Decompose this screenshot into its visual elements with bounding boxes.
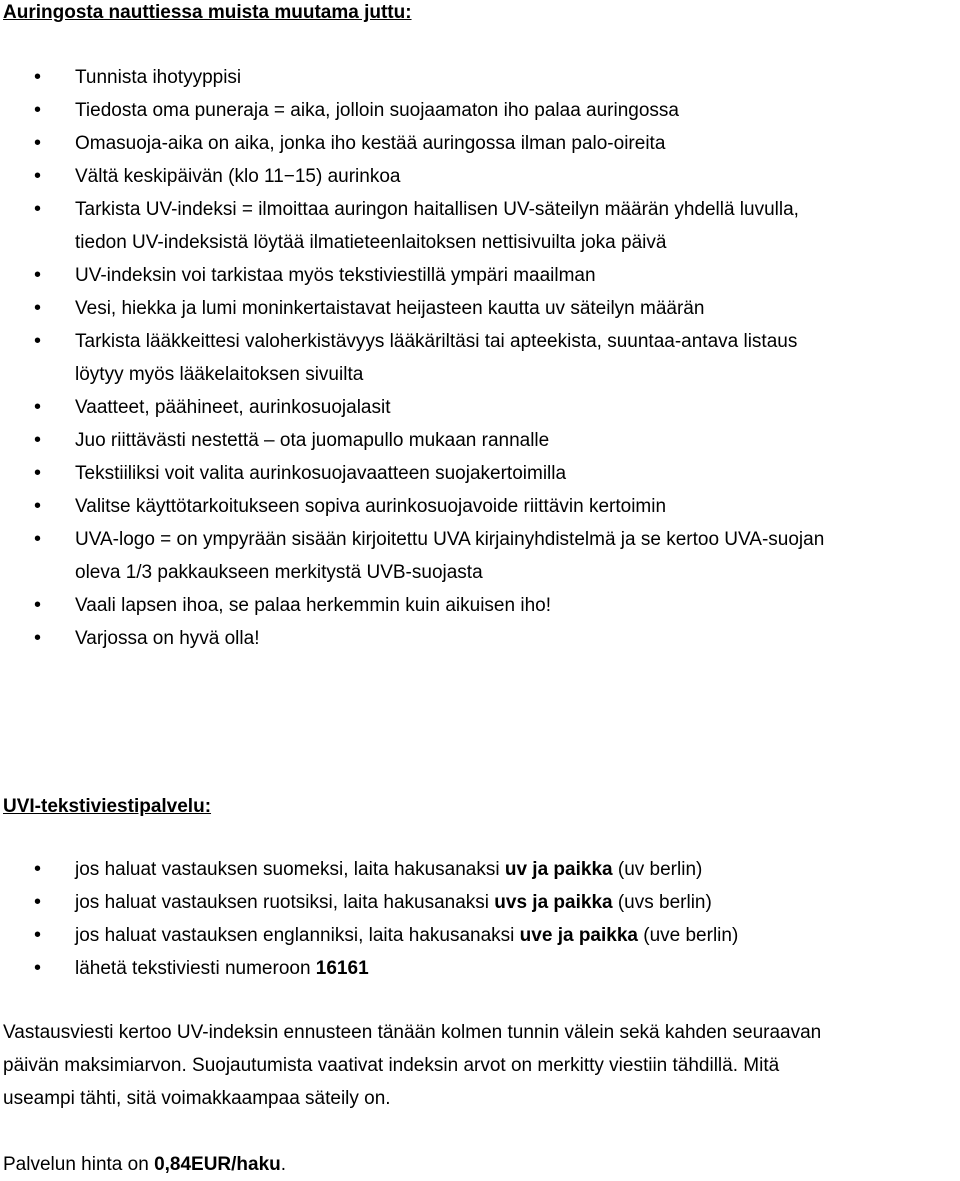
list-item: [0, 424, 960, 457]
list-item: [0, 589, 960, 622]
paragraph-line: päivän maksimiarvon. Suojautumista vaativat indeksin arvot on merkitty viestiin tähdillä. Mitä: [3, 1055, 780, 1076]
list-item: [0, 457, 960, 490]
bullet-icon: •: [34, 330, 42, 352]
section-heading-uvi-sms: UVI-tekstiviestipalvelu:: [3, 796, 212, 817]
list-item: [0, 523, 960, 589]
list-item-text: UV-indeksin voi tarkistaa myös tekstiviestillä ympäri maailman: [75, 265, 596, 286]
list-item: [0, 853, 960, 886]
list-item: [0, 325, 960, 391]
list-item: [0, 193, 960, 259]
list-item-text: Vaali lapsen ihoa, se palaa herkemmin kuin aikuisen iho!: [75, 595, 551, 616]
keyword-text: 16161: [315, 958, 369, 979]
list-item-text: löytyy myös lääkelaitoksen sivuilta: [75, 364, 364, 385]
list-item-text: Omasuoja-aika on aika, jonka iho kestää auringossa ilman palo-oireita: [75, 133, 666, 154]
bullet-icon: •: [34, 924, 42, 946]
list-item-text: Tekstiiliksi voit valita aurinkosuojavaatteen suojakertoimilla: [75, 463, 567, 484]
list-item-text: Vesi, hiekka ja lumi moninkertaistavat heijasteen kautta uv säteilyn määrän: [75, 298, 705, 319]
list-item-text: UVA-logo = on ympyrään sisään kirjoitettu UVA kirjainyhdistelmä ja se kertoo UVA-suojan: [75, 529, 825, 550]
bullet-icon: •: [34, 957, 42, 979]
bullet-icon: •: [34, 891, 42, 913]
keyword-text: uv ja paikka: [504, 859, 613, 880]
list-item-text: Vaatteet, päähineet, aurinkosuojalasit: [75, 397, 391, 418]
bullet-icon: •: [34, 165, 42, 187]
list-item: [0, 952, 960, 985]
bullet-icon: •: [34, 297, 42, 319]
bullet-icon: •: [34, 858, 42, 880]
bullet-icon: •: [34, 66, 42, 88]
list-item: [0, 292, 960, 325]
uvi-sms-list: [0, 853, 960, 985]
price-suffix: .: [280, 1154, 287, 1175]
instruction-text: jos haluat vastauksen ruotsiksi, laita hakusanaksi: [75, 892, 495, 913]
bullet-icon: •: [34, 495, 42, 517]
bullet-icon: •: [34, 429, 42, 451]
list-item: [0, 94, 960, 127]
example-text: (uve berlin): [637, 925, 739, 946]
instruction-text: lähetä tekstiviesti numeroon: [75, 958, 316, 979]
instruction-text: jos haluat vastauksen suomeksi, laita hakusanaksi: [75, 859, 505, 880]
price-text: Palvelun hinta on: [3, 1154, 155, 1175]
list-item: [0, 160, 960, 193]
bullet-icon: •: [34, 528, 42, 550]
list-item-text: Varjossa on hyvä olla!: [75, 628, 260, 649]
list-item: [0, 919, 960, 952]
keyword-text: uvs ja paikka: [494, 892, 613, 913]
paragraph-line: Vastausviesti kertoo UV-indeksin ennusteen tänään kolmen tunnin välein sekä kahden seuraavan: [3, 1022, 822, 1043]
list-item: [0, 259, 960, 292]
price-line: [3, 1148, 960, 1181]
list-item-text: Valitse käyttötarkoitukseen sopiva aurinkosuojavoide riittävin kertoimin: [75, 496, 667, 517]
list-item: [0, 127, 960, 160]
reply-info-paragraph: [3, 1016, 960, 1115]
list-item: [0, 622, 960, 655]
bullet-icon: •: [34, 198, 42, 220]
list-item-text: tiedon UV-indeksistä löytää ilmatieteenlaitoksen nettisivuilta joka päivä: [75, 232, 667, 253]
list-item: [0, 391, 960, 424]
bullet-icon: •: [34, 396, 42, 418]
section-heading-sun-tips: Auringosta nauttiessa muista muutama juttu:: [3, 2, 412, 23]
list-item-text: Tarkista UV-indeksi = ilmoittaa auringon haitallisen UV-säteilyn määrän yhdellä luvulla,: [75, 199, 799, 220]
price-value: 0,84EUR/haku: [154, 1154, 281, 1175]
bullet-icon: •: [34, 627, 42, 649]
bullet-icon: •: [34, 462, 42, 484]
list-item-text: Tarkista lääkkeittesi valoherkistävyys lääkäriltäsi tai apteekista, suuntaa-antava listaus: [75, 331, 798, 352]
example-text: (uvs berlin): [612, 892, 712, 913]
list-item-text: Vältä keskipäivän (klo 11−15) aurinkoa: [75, 166, 401, 187]
bullet-icon: •: [34, 594, 42, 616]
bullet-icon: •: [34, 264, 42, 286]
bullet-icon: •: [34, 132, 42, 154]
instruction-text: jos haluat vastauksen englanniksi, laita hakusanaksi: [75, 925, 520, 946]
list-item: [0, 490, 960, 523]
list-item-text: Tiedosta oma puneraja = aika, jolloin suojaamaton iho palaa auringossa: [75, 100, 679, 121]
keyword-text: uve ja paikka: [519, 925, 638, 946]
example-text: (uv berlin): [612, 859, 703, 880]
sun-tips-list: [0, 61, 960, 655]
list-item-text: oleva 1/3 pakkaukseen merkitystä UVB-suojasta: [75, 562, 483, 583]
paragraph-line: useampi tähti, sitä voimakkaampaa säteily on.: [3, 1088, 391, 1109]
list-item-text: Tunnista ihotyyppisi: [75, 67, 242, 88]
list-item-text: Juo riittävästi nestettä – ota juomapullo mukaan rannalle: [75, 430, 550, 451]
list-item: [0, 886, 960, 919]
list-item: [0, 61, 960, 94]
bullet-icon: •: [34, 99, 42, 121]
